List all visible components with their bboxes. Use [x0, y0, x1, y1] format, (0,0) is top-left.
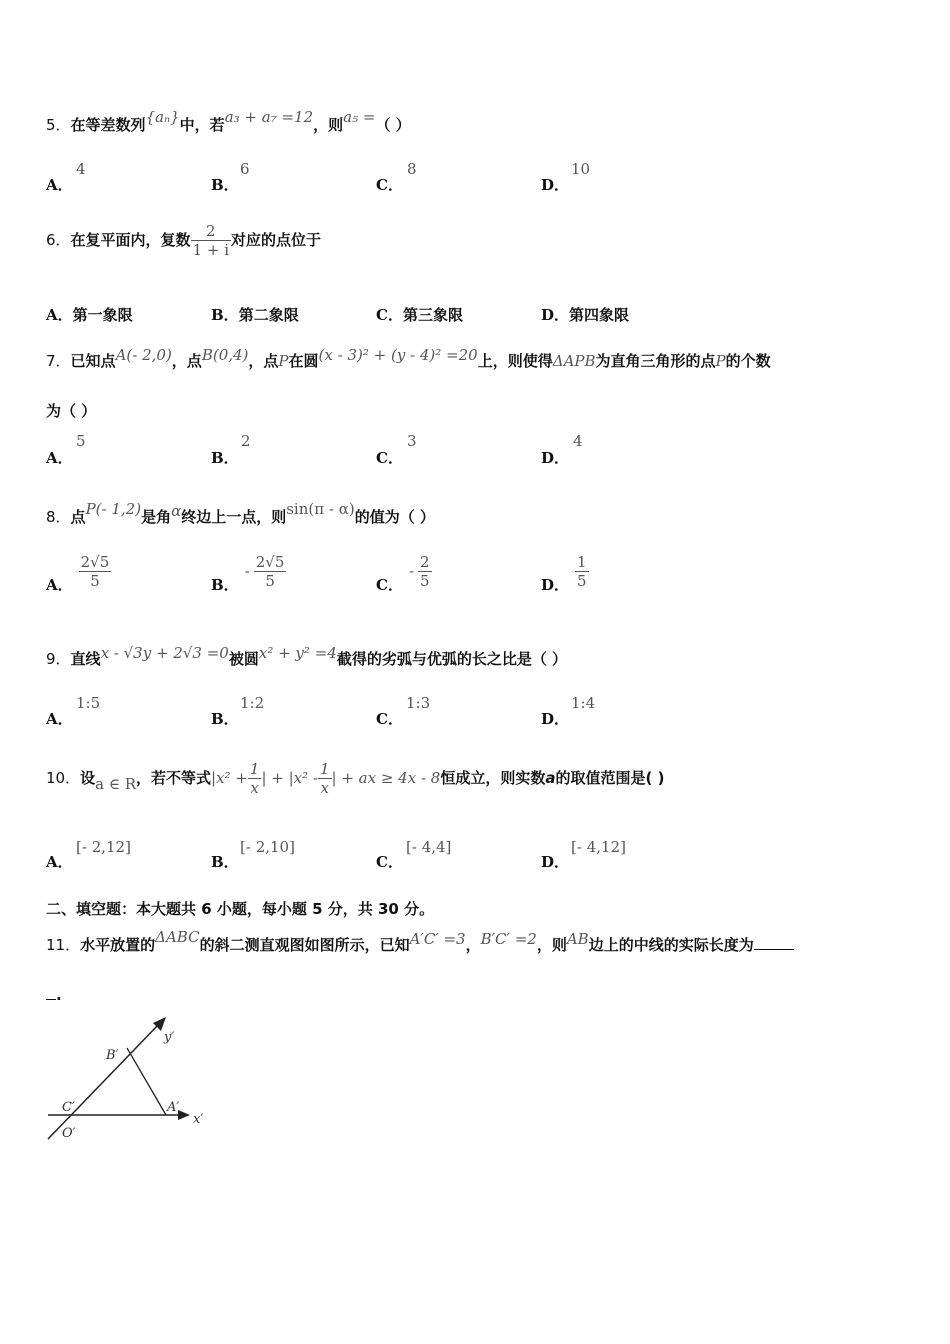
- y-axis: [48, 1023, 160, 1139]
- q7-option-b[interactable]: B．: [211, 449, 239, 467]
- q6-number: 6．: [46, 231, 71, 249]
- q7-option-c[interactable]: C．: [376, 449, 403, 467]
- q10-option-d[interactable]: D．: [541, 853, 570, 871]
- q10-fraction-2: $\frac{1}{x}$: [319, 760, 330, 797]
- q8-option-a-fraction: $\frac{2√5}{5}$: [80, 553, 110, 590]
- q9-option-a-value: 1:5: [76, 694, 101, 712]
- q9-option-a[interactable]: A．: [46, 710, 73, 728]
- q7-option-a[interactable]: A．: [46, 449, 73, 467]
- label-y: y′: [164, 1030, 175, 1045]
- q8-option-d-fraction: $\frac{1}{5}$: [577, 553, 587, 590]
- q11-answer-blank[interactable]: [754, 949, 794, 950]
- q11-stem: 11．水平放置的ΔABC的斜二测直观图如图所示，已知A′C′ =3，B′C′ =2，则AB边上的中线的实际长度为: [46, 934, 794, 955]
- q10-option-c[interactable]: C．: [376, 853, 403, 871]
- q8-option-b[interactable]: B．- $\frac{2√5}{5}$: [211, 553, 285, 594]
- q5-option-c[interactable]: C．: [376, 176, 403, 194]
- q6-fraction: $\frac{2}{1 + i}$: [192, 222, 230, 259]
- q10-fraction-1: $\frac{1}{x}$: [249, 760, 260, 797]
- q10-stem: 10．设a ∈ R，若不等式|x² + $\frac{1}{x}$ | + |x² - $\frac{1}{x}$ | + ax ≥ 4x - 8恒成立，则实数a的取值范围是( ): [46, 760, 665, 797]
- q6-option-b[interactable]: B．第二象限: [211, 306, 299, 324]
- section-heading: 二、填空题：本大题共 6 小题，每小题 5 分，共 30 分。: [46, 900, 435, 918]
- q7-option-a-value: 5: [76, 432, 86, 450]
- q10-option-b-value: [- 2,10]: [240, 838, 295, 856]
- q7-stem: 7．已知点A(- 2,0)，点B(0,4)，点P在圆(x - 3)² + (y - 4)² =20上，则使得ΔAPB为直角三角形的点P的个数: [46, 346, 771, 370]
- q5-option-a-value: 4: [76, 160, 86, 178]
- q8-option-d[interactable]: D． $\frac{1}{5}$: [541, 553, 587, 594]
- q11-stem-line2: .: [46, 986, 62, 1004]
- label-x: x′: [193, 1112, 204, 1127]
- q5-option-d-value: 10: [571, 160, 591, 178]
- q9-option-c-value: 1:3: [406, 694, 431, 712]
- q7-stem-line2: 为（ ）: [46, 402, 97, 420]
- q5-option-b-value: 6: [240, 160, 250, 178]
- q7-option-b-value: 2: [241, 432, 251, 450]
- q5-option-c-value: 8: [407, 160, 417, 178]
- q11-number: 11．: [46, 936, 81, 954]
- q6-option-c[interactable]: C．第三象限: [376, 306, 463, 324]
- q7-option-d[interactable]: D．: [541, 449, 570, 467]
- q8-option-a[interactable]: A． $\frac{2√5}{5}$: [46, 553, 110, 594]
- q10-option-d-value: [- 4,12]: [571, 838, 626, 856]
- segment-ba: [127, 1048, 166, 1115]
- q8-option-c[interactable]: C．- $\frac{2}{5}$: [376, 553, 430, 594]
- q10-option-c-value: [- 4,4]: [406, 838, 452, 856]
- q9-option-d-value: 1:4: [571, 694, 596, 712]
- q5-number: 5．: [46, 116, 71, 134]
- label-a: A′: [167, 1100, 180, 1115]
- q9-option-c[interactable]: C．: [376, 710, 403, 728]
- q6-option-a[interactable]: A．第一象限: [46, 306, 133, 324]
- label-c: C′: [62, 1100, 75, 1115]
- q9-stem: 9．直线x - √3y + 2√3 =0被圆x² + y² =4截得的劣弧与优弧的长之比是（ ）: [46, 644, 568, 668]
- q5-option-b[interactable]: B．: [211, 176, 239, 194]
- q9-option-b[interactable]: B．: [211, 710, 239, 728]
- q5-option-a[interactable]: A．: [46, 176, 73, 194]
- q9-option-d[interactable]: D．: [541, 710, 570, 728]
- q7-option-c-value: 3: [407, 432, 417, 450]
- q5-option-d[interactable]: D．: [541, 176, 570, 194]
- q10-option-a[interactable]: A．: [46, 853, 73, 871]
- q6-option-d[interactable]: D．第四象限: [541, 306, 630, 324]
- q7-number: 7．: [46, 352, 71, 370]
- q8-option-b-fraction: $\frac{2√5}{5}$: [255, 553, 285, 590]
- q11-figure: [40, 1015, 220, 1145]
- q7-option-d-value: 4: [573, 432, 583, 450]
- q8-number: 8．: [46, 508, 71, 526]
- q9-option-b-value: 1:2: [240, 694, 265, 712]
- q10-option-a-value: [- 2,12]: [76, 838, 131, 856]
- q11-answer-blank-cont[interactable]: [46, 999, 56, 1000]
- q8-option-c-fraction: $\frac{2}{5}$: [420, 553, 430, 590]
- q10-number: 10．: [46, 769, 81, 787]
- label-o: O′: [62, 1126, 76, 1141]
- q9-number: 9．: [46, 650, 71, 668]
- label-b: B′: [106, 1048, 119, 1063]
- x-axis-arrow: [178, 1110, 190, 1120]
- q10-option-b[interactable]: B．: [211, 853, 239, 871]
- q5-stem: 5．在等差数列{aₙ}中，若a₃ + a₇ =12，则a₅ =（ ）: [46, 108, 411, 134]
- q8-stem: 8．点P(- 1,2)是角α终边上一点，则sin(π - α)的值为（ ）: [46, 500, 435, 526]
- q6-stem: 6．在复平面内，复数 $\frac{2}{1 + i}$ 对应的点位于: [46, 222, 322, 259]
